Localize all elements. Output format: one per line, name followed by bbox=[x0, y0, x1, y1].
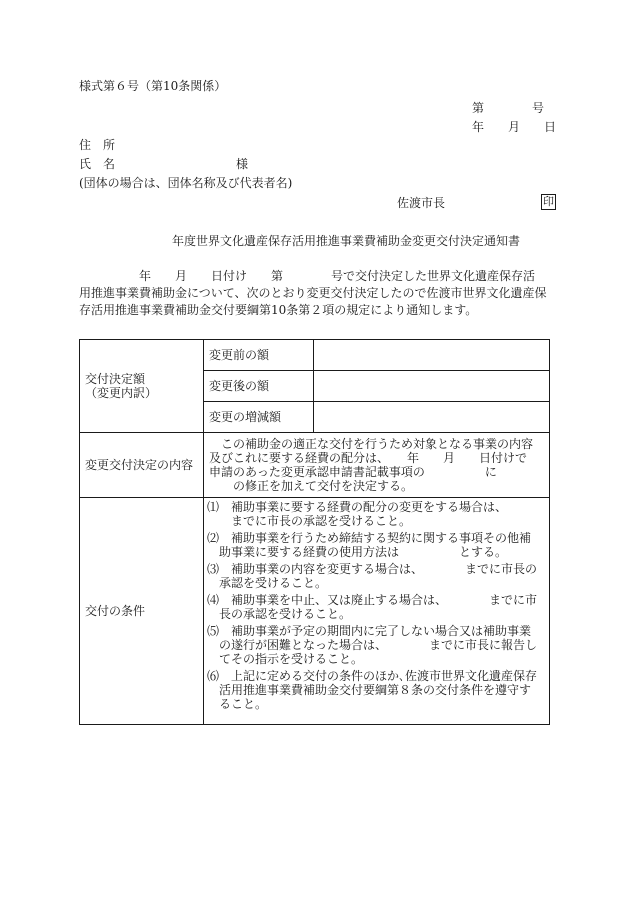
decision-table bbox=[79, 339, 550, 725]
condition-line: 活用推進事業費補助金交付要綱第８条の交付条件を遵守す bbox=[207, 683, 532, 697]
content-cell bbox=[204, 433, 550, 498]
content-line: この補助金の適正な交付を行うため対象となる事業の内容 bbox=[209, 437, 534, 451]
content-line: 及びこれに要する経費の配分は、 年 月 日付けで bbox=[209, 451, 528, 465]
condition-line: 助事業に要する経費の使用方法は とする。 bbox=[207, 545, 508, 559]
condition-line: 長の承認を受けること。 bbox=[207, 607, 352, 621]
issuer-title: 佐渡市長 bbox=[397, 196, 446, 210]
body-text bbox=[79, 269, 547, 317]
body-line: 用推進事業費補助金について、次のとおり変更交付決定したので佐渡市世界文化遺産保 bbox=[79, 286, 547, 300]
name-label: 氏 名 bbox=[79, 157, 116, 171]
body-line: 年 月 日付け 第 号で交付決定した世界文化遺産保存活 bbox=[79, 269, 536, 283]
condition-line: の遂行が困難となった場合は、 までに市長に報告し bbox=[207, 638, 538, 652]
form-number: 様式第６号（第10条関係） bbox=[79, 79, 227, 93]
date-line: 年 月 日 bbox=[472, 120, 557, 134]
content-label-cell bbox=[80, 433, 204, 498]
condition-line: ること。 bbox=[207, 697, 268, 711]
amount-sublabel: （変更内訳） bbox=[85, 386, 158, 400]
before-amount-label: 変更前の額 bbox=[204, 340, 314, 371]
content-label: 変更交付決定の内容 bbox=[85, 458, 194, 472]
diff-amount-label: 変更の増減額 bbox=[204, 402, 314, 433]
table-row bbox=[80, 340, 550, 371]
honorific: 様 bbox=[236, 157, 249, 171]
after-amount-value[interactable] bbox=[314, 371, 550, 402]
seal-icon: 印 bbox=[543, 195, 554, 208]
condition-line: ⑹ 上記に定める交付の条件のほか､佐渡市世界文化遺産保存 bbox=[207, 669, 538, 683]
seal-mark bbox=[541, 194, 556, 210]
conditions-label: 交付の条件 bbox=[85, 604, 146, 618]
condition-line: 承認を受けること。 bbox=[207, 576, 328, 590]
table-row bbox=[80, 498, 550, 725]
conditions-label-cell bbox=[80, 498, 204, 725]
address-label: 住 所 bbox=[79, 138, 116, 152]
content-line: の修正を加えて交付を決定する。 bbox=[209, 479, 414, 493]
before-amount-value[interactable] bbox=[314, 340, 550, 371]
condition-line: ⑶ 補助事業の内容を変更する場合は、 までに市長の bbox=[207, 562, 538, 576]
table-row bbox=[80, 433, 550, 498]
condition-line: てその指示を受けること。 bbox=[207, 652, 364, 666]
body-line: 存活用推進事業費補助金交付要綱第10条第２項の規定により通知します。 bbox=[79, 303, 478, 317]
diff-amount-value[interactable] bbox=[314, 402, 550, 433]
amount-label-cell bbox=[80, 340, 204, 433]
condition-line: ⑵ 補助事業を行うため締結する契約に関する事項その他補 bbox=[207, 531, 532, 545]
group-note: (団体の場合は、団体名称及び代表者名) bbox=[79, 176, 293, 190]
document-number-line: 第 号 bbox=[472, 101, 545, 115]
after-amount-label: 変更後の額 bbox=[204, 371, 314, 402]
amount-label: 交付決定額 bbox=[85, 372, 146, 386]
content-line: 申請のあった変更承認申請書記載事項の に bbox=[209, 465, 497, 479]
conditions-cell bbox=[204, 498, 550, 725]
condition-line: までに市長の承認を受けること。 bbox=[207, 514, 412, 528]
document-title: 年度世界文化遺産保存活用推進事業費補助金変更交付決定通知書 bbox=[172, 234, 521, 248]
condition-line: ⑴ 補助事業に要する経費の配分の変更をする場合は、 bbox=[207, 500, 508, 514]
condition-line: ⑸ 補助事業が予定の期間内に完了しない場合又は補助事業 bbox=[207, 624, 532, 638]
condition-line: ⑷ 補助事業を中止、又は廃止する場合は、 までに市 bbox=[207, 593, 538, 607]
